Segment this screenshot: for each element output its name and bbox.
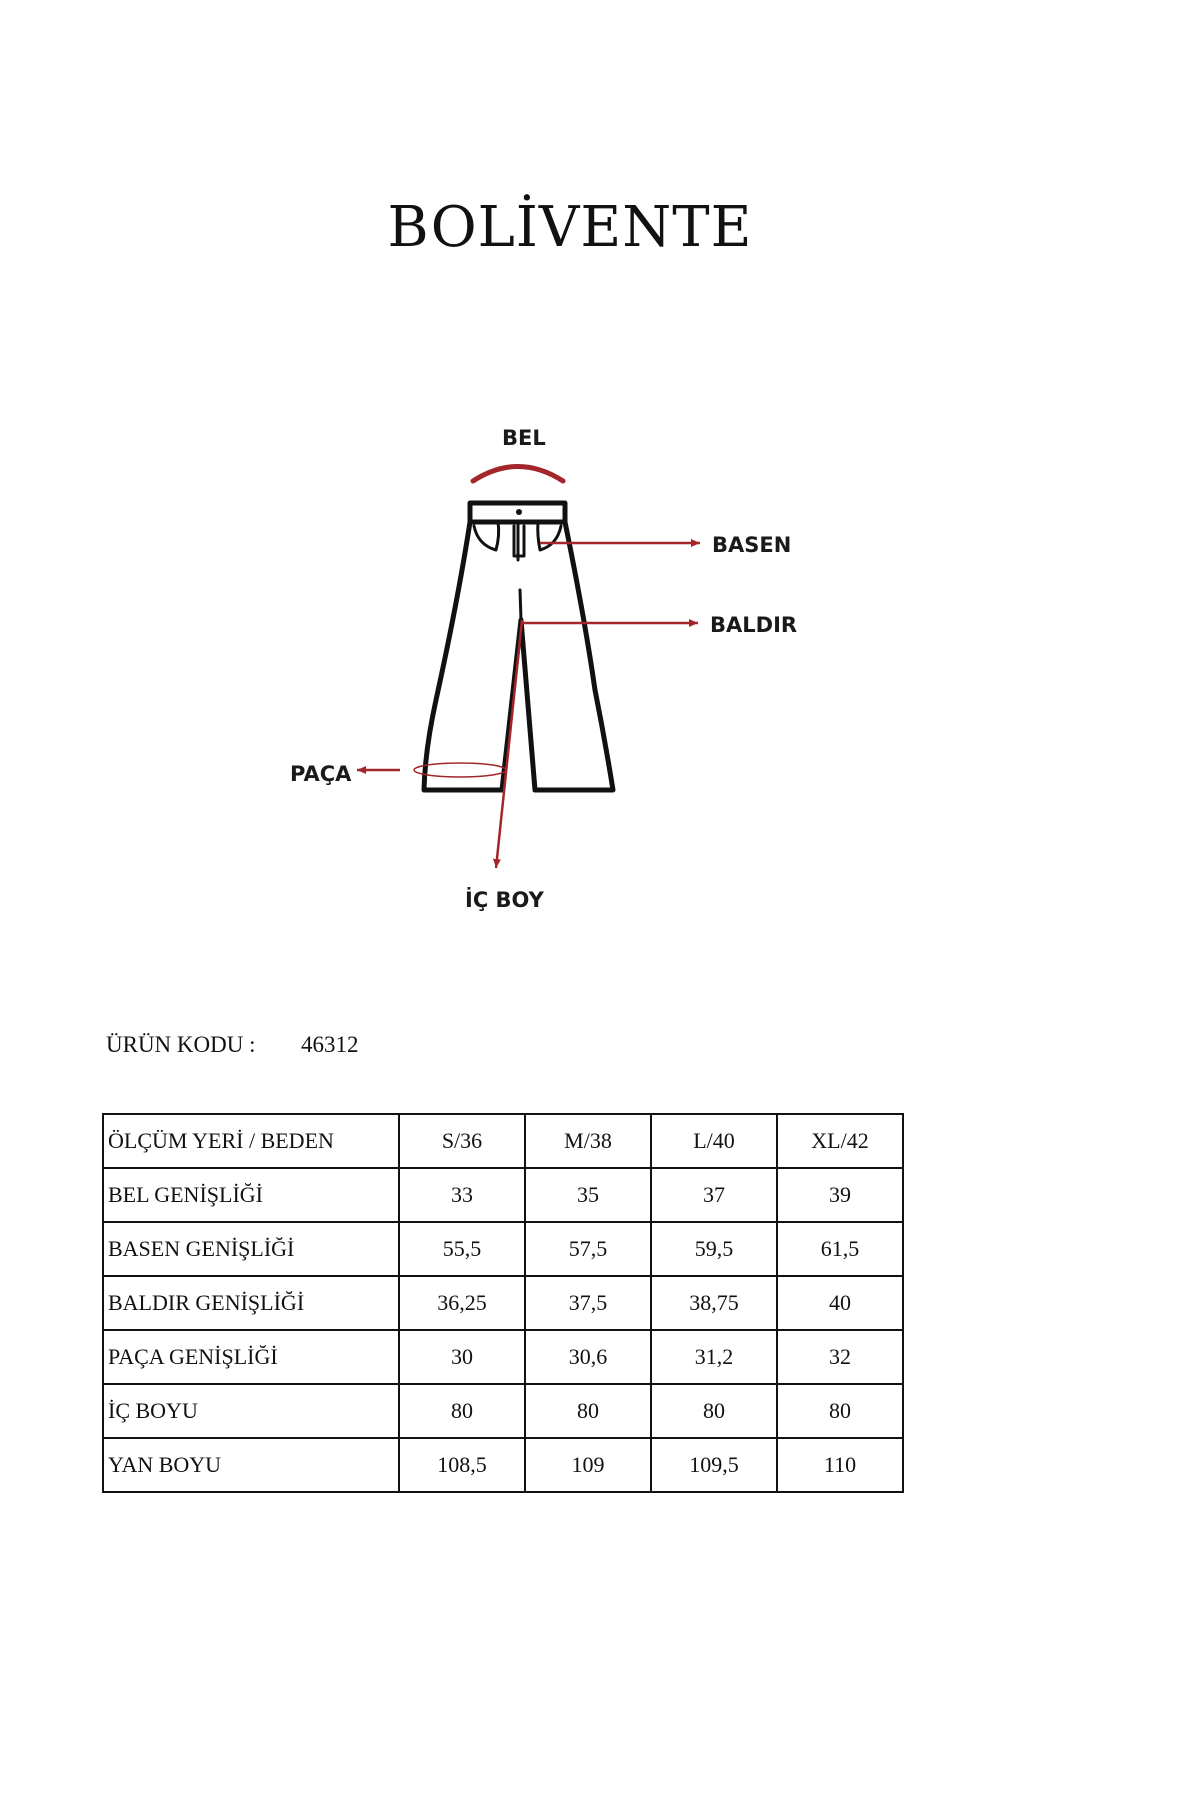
table-cell: 109 [525, 1438, 651, 1492]
table-row [103, 1384, 903, 1438]
table-cell: 30 [399, 1330, 525, 1384]
table-cell: 109,5 [651, 1438, 777, 1492]
table-cell: 55,5 [399, 1222, 525, 1276]
product-code-label: ÜRÜN KODU : [106, 1032, 256, 1057]
table-cell: 57,5 [525, 1222, 651, 1276]
table-header-cell: ÖLÇÜM YERİ / BEDEN [103, 1114, 399, 1168]
table-header-row [103, 1114, 903, 1168]
table-cell: 32 [777, 1330, 903, 1384]
table-header-cell: M/38 [525, 1114, 651, 1168]
table-cell: 61,5 [777, 1222, 903, 1276]
table-cell: PAÇA GENİŞLİĞİ [103, 1330, 399, 1384]
table-row [103, 1276, 903, 1330]
table-cell: 80 [777, 1384, 903, 1438]
table-header-cell: XL/42 [777, 1114, 903, 1168]
table-cell: 80 [651, 1384, 777, 1438]
table-cell: 30,6 [525, 1330, 651, 1384]
table-cell: BALDIR GENİŞLİĞİ [103, 1276, 399, 1330]
table-cell: BEL GENİŞLİĞİ [103, 1168, 399, 1222]
table-cell: 39 [777, 1168, 903, 1222]
table-cell: 31,2 [651, 1330, 777, 1384]
measurement-guides [357, 467, 700, 869]
table-row [103, 1330, 903, 1384]
table-cell: 80 [525, 1384, 651, 1438]
label-baldir: BALDIR [710, 613, 798, 637]
table-row [103, 1168, 903, 1222]
size-chart-table [102, 1113, 904, 1493]
table-cell: 35 [525, 1168, 651, 1222]
table-cell: 38,75 [651, 1276, 777, 1330]
table-cell: 108,5 [399, 1438, 525, 1492]
brand-logo: BOLİVENTE [387, 195, 753, 260]
table-row [103, 1438, 903, 1492]
table-cell: YAN BOYU [103, 1438, 399, 1492]
label-ic-boy: İÇ BOY [465, 888, 544, 912]
table-cell: İÇ BOYU [103, 1384, 399, 1438]
label-basen: BASEN [712, 533, 792, 557]
table-cell: 110 [777, 1438, 903, 1492]
table-cell: 37 [651, 1168, 777, 1222]
table-cell: BASEN GENİŞLİĞİ [103, 1222, 399, 1276]
table-cell: 40 [777, 1276, 903, 1330]
product-code-value: 46312 [301, 1032, 359, 1057]
table-cell: 59,5 [651, 1222, 777, 1276]
table-cell: 36,25 [399, 1276, 525, 1330]
label-bel: BEL [502, 426, 546, 450]
table-cell: 33 [399, 1168, 525, 1222]
label-paca: PAÇA [290, 762, 352, 786]
table-cell: 37,5 [525, 1276, 651, 1330]
product-code [106, 1032, 359, 1058]
table-cell: 80 [399, 1384, 525, 1438]
table-header-cell: S/36 [399, 1114, 525, 1168]
table-row [103, 1222, 903, 1276]
table-header-cell: L/40 [651, 1114, 777, 1168]
